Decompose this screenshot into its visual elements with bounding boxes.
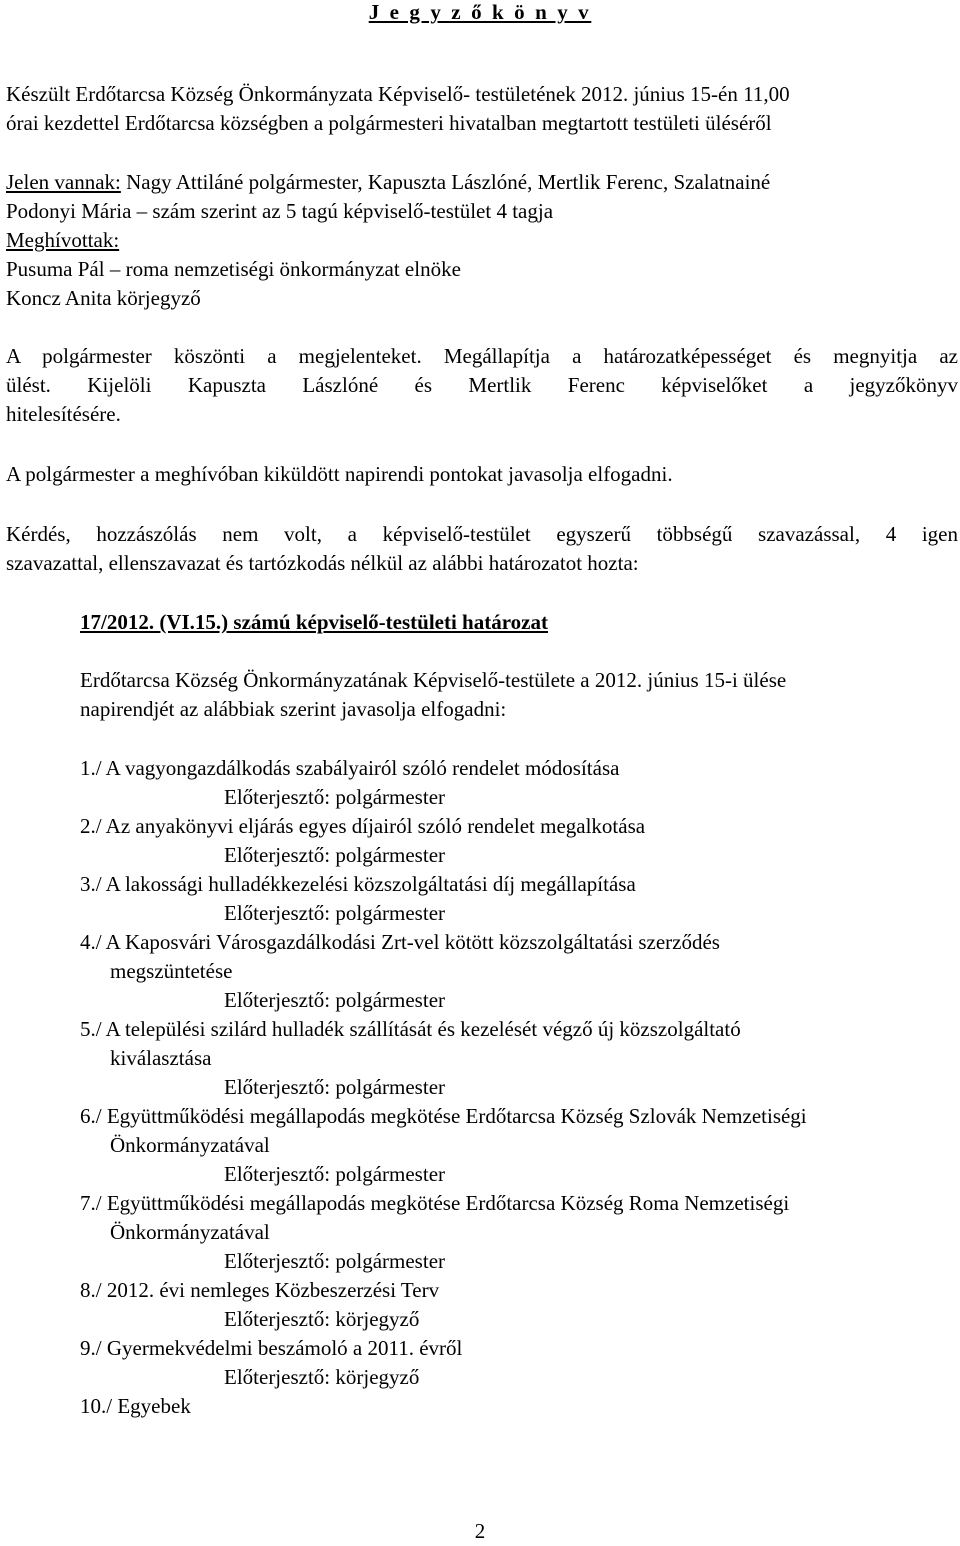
agenda-item [80, 812, 960, 870]
intro-line: órai kezdettel Erdőtarcsa községben a polgármesteri hivatalban megtartott testületi üléséről [6, 111, 772, 135]
attendance-section [6, 168, 958, 313]
intro-line: Készült Erdőtarcsa Község Önkormányzata Képviselő- testületének 2012. június 15-én 11,00 [6, 82, 790, 106]
agenda-item-number: 3./ [80, 872, 102, 896]
agenda-item [80, 1334, 960, 1392]
agenda-item [80, 1276, 960, 1334]
agenda-item-line [80, 1102, 960, 1131]
agenda-item-number: 4./ [80, 930, 102, 954]
agenda-item [80, 1392, 960, 1421]
resolution-line: napirendjét az alábbiak szerint javasolja elfogadni: [80, 697, 507, 721]
agenda-item-presenter: Előterjesztő: polgármester [224, 901, 446, 925]
agenda-item-number: 1./ [80, 756, 102, 780]
agenda-item-title: 2012. évi nemleges Közbeszerzési Terv [101, 1278, 440, 1302]
agenda-item-number: 10./ [80, 1394, 113, 1418]
agenda-item-presenter: Előterjesztő: körjegyző [224, 1365, 420, 1389]
agenda-item-number: 8./ [80, 1278, 102, 1302]
agenda-item-number: 2./ [80, 814, 102, 838]
intro-paragraph [6, 80, 958, 138]
agenda-item-presenter: Előterjesztő: polgármester [224, 785, 446, 809]
agenda-item-line [80, 1189, 960, 1218]
agenda-item-line [80, 812, 960, 841]
resolution-title: 17/2012. (VI.15.) számú képviselő-testületi határozat [80, 610, 548, 634]
invited-person: Koncz Anita körjegyző [6, 286, 201, 310]
agenda-item-title: Egyebek [112, 1394, 191, 1418]
agenda-item-line [80, 1015, 960, 1044]
agenda-item-title: A lakossági hulladékkezelési közszolgáltatási díj megállapítása [101, 872, 636, 896]
attendance-line [6, 168, 958, 197]
document-title: J e g y z ő k ö n y v [368, 0, 592, 24]
agenda-item-number: 9./ [80, 1336, 102, 1360]
agenda-list [80, 754, 960, 1421]
agenda-item-title: A Kaposvári Városgazdálkodási Zrt-vel kötött közszolgáltatási szerződés [101, 930, 720, 954]
page-number: 2 [474, 1519, 486, 1543]
agenda-item-title: A vagyongazdálkodás szabályairól szóló rendelet módosítása [101, 756, 620, 780]
agenda-item-line [80, 1392, 960, 1421]
agenda-item-number: 6./ [80, 1104, 102, 1128]
agenda-item-title: A települési szilárd hulladék szállítását és kezelését végző új közszolgáltató [101, 1017, 741, 1041]
agenda-item-presenter: Előterjesztő: polgármester [224, 1249, 446, 1273]
opening-line: ülést. Kijelöli Kapuszta Lászlóné és Mertlik Ferenc képviselőket a jegyzőkönyv [6, 373, 958, 397]
proposal-paragraph: A polgármester a meghívóban kiküldött napirendi pontokat javasolja elfogadni. [6, 462, 673, 486]
agenda-item-title: Együttműködési megállapodás megkötése Erdőtarcsa Község Szlovák Nemzetiségi [101, 1104, 807, 1128]
agenda-item-number: 5./ [80, 1017, 102, 1041]
attendance-members: Nagy Attiláné polgármester, Kapuszta Lászlóné, Mertlik Ferenc, Szalatnainé [120, 170, 771, 194]
agenda-item [80, 754, 960, 812]
agenda-item [80, 928, 960, 1015]
agenda-item-presenter: Előterjesztő: polgármester [224, 1075, 446, 1099]
opening-paragraph [6, 342, 958, 429]
agenda-item [80, 1015, 960, 1102]
agenda-item-title-continuation: Önkormányzatával [110, 1133, 270, 1157]
vote-line: szavazattal, ellenszavazat és tartózkodás nélkül az alábbi határozatot hozta: [6, 551, 639, 575]
agenda-item [80, 1102, 960, 1189]
vote-paragraph [6, 520, 958, 578]
agenda-item-line [80, 754, 960, 783]
attendance-label: Jelen vannak: [6, 170, 121, 194]
agenda-item-line [80, 928, 960, 957]
agenda-item-number: 7./ [80, 1191, 102, 1215]
agenda-item-title-continuation: kiválasztása [110, 1046, 212, 1070]
invited-person: Pusuma Pál – roma nemzetiségi önkormányzat elnöke [6, 257, 461, 281]
agenda-item-title-continuation: Önkormányzatával [110, 1220, 270, 1244]
agenda-item-line [80, 1334, 960, 1363]
agenda-item-presenter: Előterjesztő: polgármester [224, 1162, 446, 1186]
agenda-item-title-continuation: megszüntetése [110, 959, 233, 983]
opening-line: hitelesítésére. [6, 402, 121, 426]
agenda-item [80, 870, 960, 928]
resolution-text [80, 666, 940, 724]
agenda-item-line [80, 870, 960, 899]
invited-label: Meghívottak: [6, 228, 120, 252]
agenda-item-presenter: Előterjesztő: körjegyző [224, 1307, 420, 1331]
agenda-item-line [80, 1276, 960, 1305]
vote-line: Kérdés, hozzászólás nem volt, a képviselő-testület egyszerű többségű szavazással, 4 igen [6, 522, 958, 546]
resolution-line: Erdőtarcsa Község Önkormányzatának Képviselő-testülete a 2012. június 15-i ülése [80, 668, 787, 692]
agenda-item-title: Együttműködési megállapodás megkötése Erdőtarcsa Község Roma Nemzetiségi [101, 1191, 790, 1215]
opening-line: A polgármester köszönti a megjelenteket. Megállapítja a határozatképességet és megnyitja az [6, 344, 958, 368]
agenda-item-presenter: Előterjesztő: polgármester [224, 843, 446, 867]
agenda-item [80, 1189, 960, 1276]
agenda-item-title: Gyermekvédelmi beszámoló a 2011. évről [101, 1336, 463, 1360]
agenda-item-title: Az anyakönyvi eljárás egyes díjairól szóló rendelet megalkotása [101, 814, 646, 838]
attendance-line: Podonyi Mária – szám szerint az 5 tagú képviselő-testület 4 tagja [6, 199, 554, 223]
agenda-item-presenter: Előterjesztő: polgármester [224, 988, 446, 1012]
